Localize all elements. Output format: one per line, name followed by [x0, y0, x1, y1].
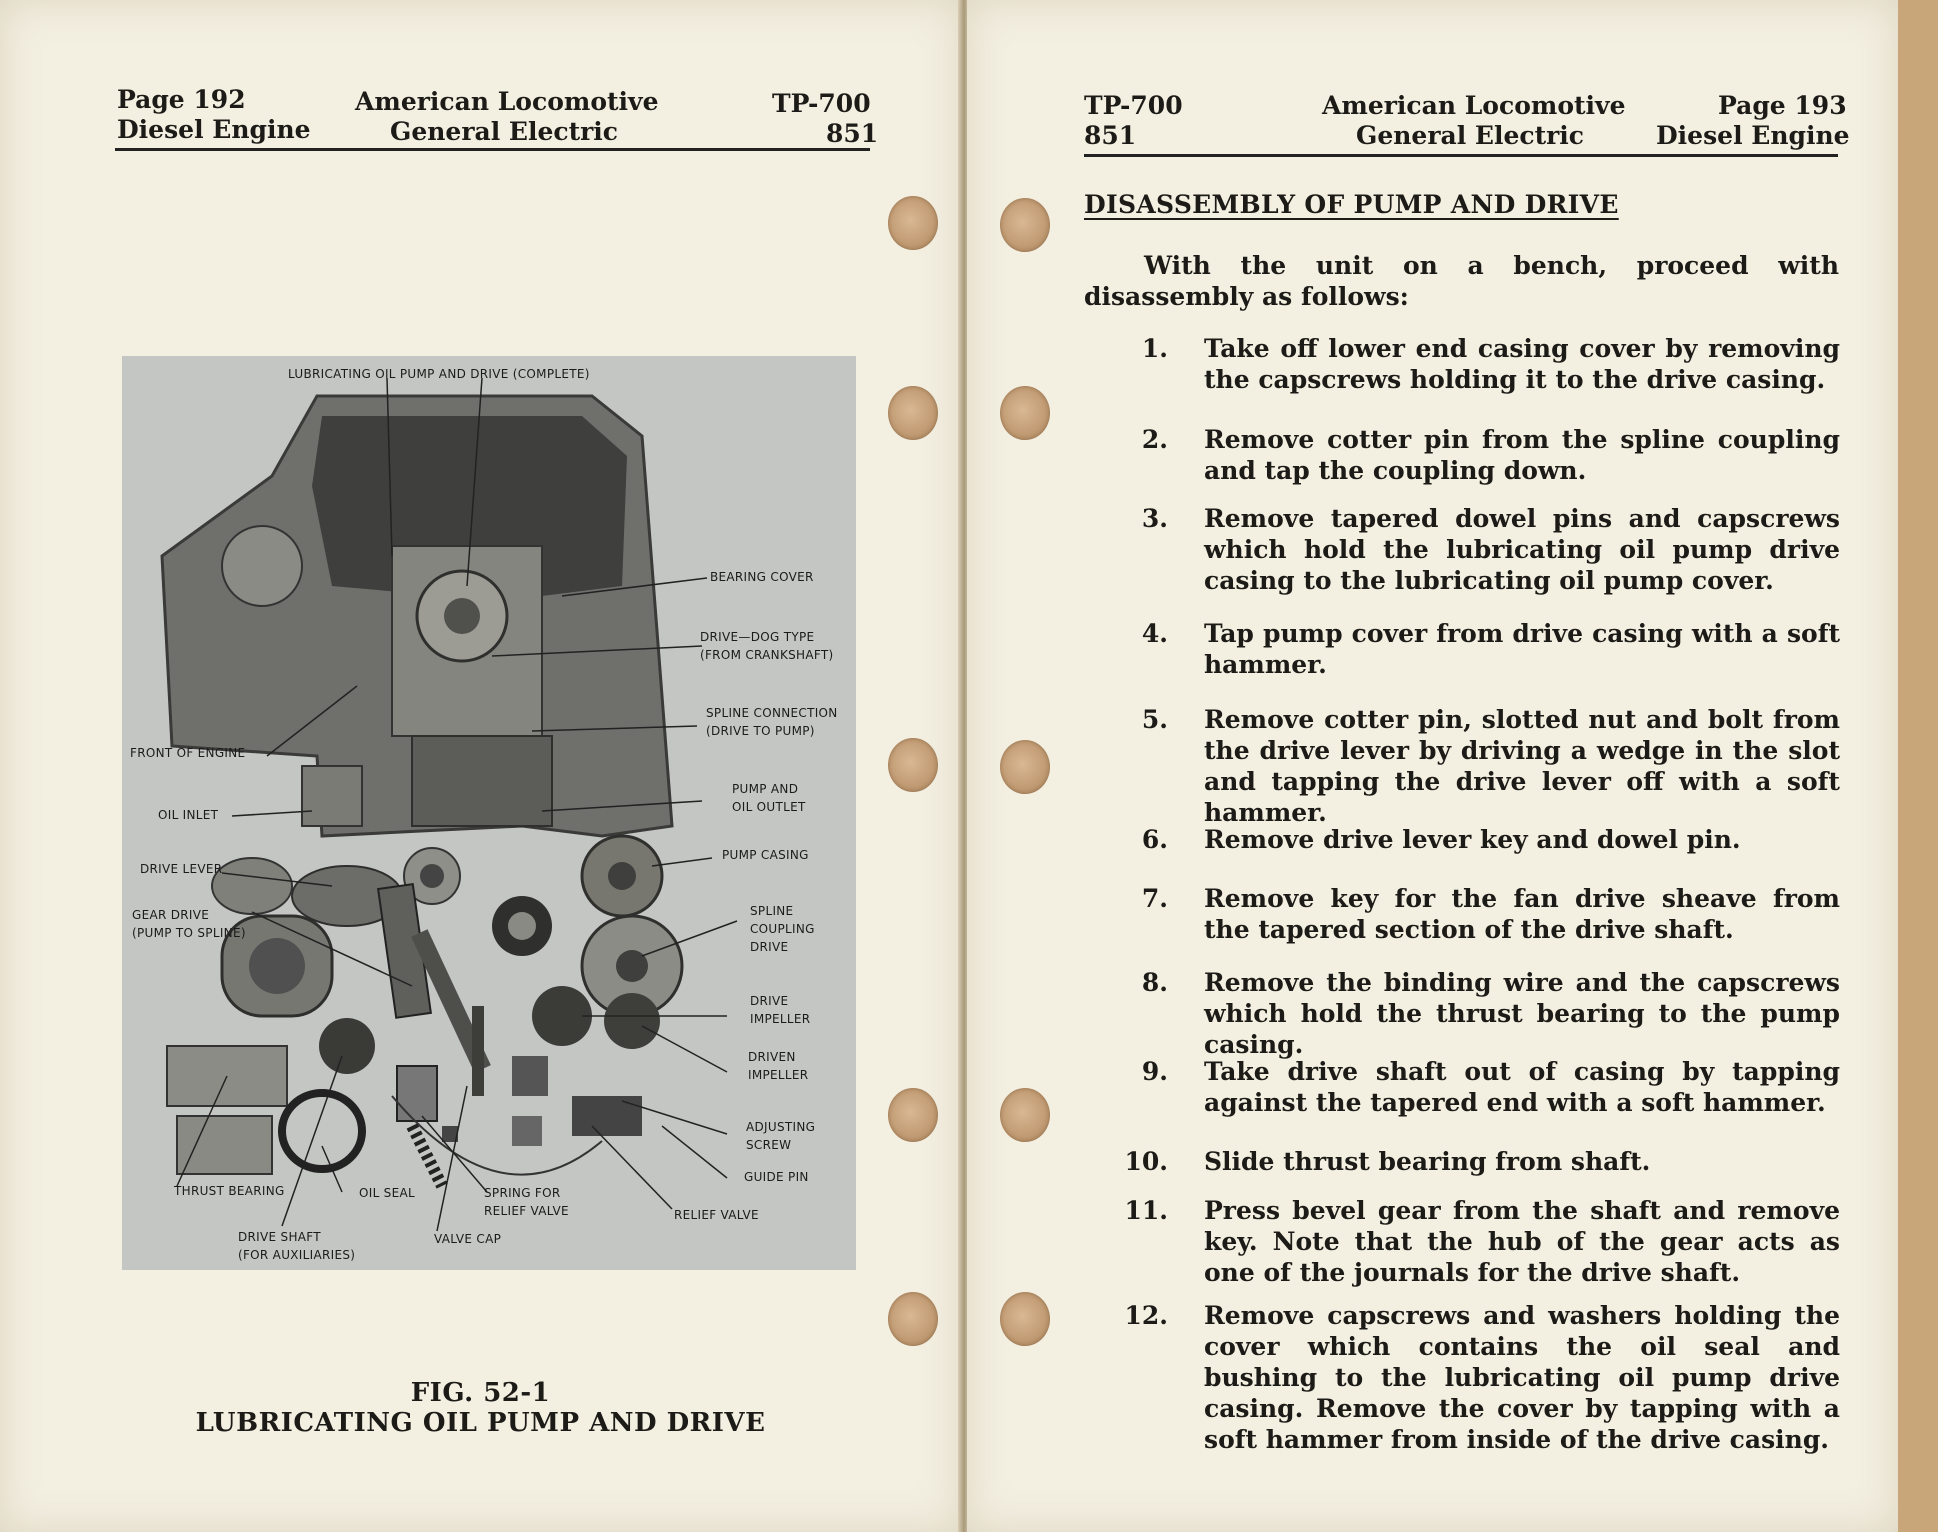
callout-spline-connection-sub: (DRIVE TO PUMP): [706, 724, 815, 738]
figure-number: FIG. 52-1: [410, 1378, 551, 1408]
left-header-rule: [115, 148, 870, 151]
callout-gear-drive-sub: (PUMP TO SPLINE): [132, 926, 246, 940]
step-text: Take off lower end casing cover by removing the capscrews holding it to the drive casing.: [1204, 334, 1840, 394]
callout-drive-impeller-1: DRIVE: [750, 994, 789, 1008]
callout-pump-outlet-sub: OIL OUTLET: [732, 800, 806, 814]
callout-drive-dog: DRIVE—DOG TYPE: [700, 630, 815, 644]
callout-spring-relief-2: RELIEF VALVE: [484, 1204, 569, 1218]
right-doc-code: TP-700: [1084, 91, 1183, 120]
callout-pump-casing: PUMP CASING: [722, 848, 809, 862]
step-number: 6.: [1141, 825, 1168, 854]
binder-hole: [888, 1292, 938, 1346]
callout-assembly: LUBRICATING OIL PUMP AND DRIVE (COMPLETE): [288, 367, 590, 381]
step-1: [1120, 333, 1850, 395]
callout-pump-outlet: PUMP AND: [732, 782, 799, 796]
step-4: [1120, 618, 1850, 680]
step-text: Take drive shaft out of casing by tapping against the tapered end with a soft hammer.: [1204, 1057, 1840, 1117]
callout-oil-seal: OIL SEAL: [359, 1186, 415, 1200]
callout-drive-shaft-sub: (FOR AUXILIARIES): [238, 1248, 356, 1262]
callout-gear-drive: GEAR DRIVE: [132, 908, 210, 922]
right-company-line2: General Electric: [1356, 121, 1585, 150]
callout-drive-shaft: DRIVE SHAFT: [238, 1230, 321, 1244]
left-company-line1: American Locomotive: [355, 87, 659, 116]
step-number: 7.: [1141, 884, 1168, 913]
callout-drive-dog-sub: (FROM CRANKSHAFT): [700, 648, 834, 662]
step-number: 4.: [1141, 619, 1168, 648]
callout-front-of-engine: FRONT OF ENGINE: [130, 746, 246, 760]
intro-paragraph: [1084, 250, 1839, 312]
step-text: Remove drive lever key and dowel pin.: [1204, 825, 1741, 854]
step-11: [1120, 1195, 1850, 1288]
step-2: [1120, 424, 1850, 486]
binder-hole: [888, 386, 938, 440]
section-title: DISASSEMBLY OF PUMP AND DRIVE: [1084, 190, 1619, 219]
step-number: 12.: [1124, 1301, 1168, 1330]
step-text: Tap pump cover from drive casing with a soft hammer.: [1204, 619, 1840, 679]
step-number: 11.: [1124, 1196, 1168, 1225]
callout-driven-impeller-2: IMPELLER: [748, 1068, 809, 1082]
callout-guide-pin: GUIDE PIN: [744, 1170, 809, 1184]
right-doc-number: 851: [1084, 121, 1137, 150]
callout-spring-relief-1: SPRING FOR: [484, 1186, 561, 1200]
binder-hole: [1000, 1292, 1050, 1346]
callout-valve-cap: VALVE CAP: [434, 1232, 502, 1246]
step-number: 8.: [1141, 968, 1168, 997]
left-page-number: Page 192: [117, 85, 246, 114]
callout-spline-coupling-3: DRIVE: [750, 940, 789, 954]
callout-thrust-bearing: THRUST BEARING: [174, 1184, 285, 1198]
left-doc-code: TP-700: [772, 89, 871, 118]
step-number: 5.: [1141, 705, 1168, 734]
binder-hole: [1000, 1088, 1050, 1142]
step-text: Remove the binding wire and the capscrews which hold the thrust bearing to the pump casing.: [1204, 968, 1840, 1059]
step-text: Press bevel gear from the shaft and remove key. Note that the hub of the gear acts as one of the journals for the drive shaft.: [1204, 1196, 1840, 1287]
callout-relief-valve: RELIEF VALVE: [674, 1208, 759, 1222]
binder-hole: [888, 738, 938, 792]
step-10: [1120, 1146, 1850, 1177]
left-doc-number: 851: [826, 119, 879, 148]
step-7: [1120, 883, 1850, 945]
callout-spline-coupling-1: SPLINE: [750, 904, 794, 918]
intro-text: With the unit on a bench, proceed with disassembly as follows:: [1084, 251, 1839, 311]
callout-spline-connection: SPLINE CONNECTION: [706, 706, 838, 720]
exploded-parts-photo: [122, 356, 856, 1270]
right-manual-title: Diesel Engine: [1656, 121, 1850, 150]
callout-adjusting-screw-2: SCREW: [746, 1138, 792, 1152]
figure-caption: LUBRICATING OIL PUMP AND DRIVE: [195, 1408, 766, 1438]
callout-drive-impeller-2: IMPELLER: [750, 1012, 811, 1026]
callout-bearing-cover: BEARING COVER: [710, 570, 814, 584]
step-9: [1120, 1056, 1850, 1118]
step-text: Slide thrust bearing from shaft.: [1204, 1147, 1651, 1176]
step-number: 3.: [1141, 504, 1168, 533]
binder-hole: [1000, 740, 1050, 794]
step-3: [1120, 503, 1850, 596]
callout-spline-coupling-2: COUPLING: [750, 922, 815, 936]
step-number: 2.: [1141, 425, 1168, 454]
callout-adjusting-screw-1: ADJUSTING: [746, 1120, 816, 1134]
callout-drive-lever: DRIVE LEVER: [140, 862, 223, 876]
step-text: Remove cotter pin, slotted nut and bolt from the drive lever by driving a wedge in the slot and tapping the drive lever off with a soft hammer.: [1204, 705, 1840, 827]
right-header-rule: [1084, 154, 1838, 157]
binder-hole: [1000, 198, 1050, 252]
step-number: 10.: [1124, 1147, 1168, 1176]
step-number: 9.: [1141, 1057, 1168, 1086]
binder-hole: [888, 1088, 938, 1142]
step-5: [1120, 704, 1850, 827]
step-text: Remove tapered dowel pins and capscrews which hold the lubricating oil pump drive casing to the lubricating oil pump cover.: [1204, 504, 1840, 595]
step-text: Remove key for the fan drive sheave from the tapered section of the drive shaft.: [1204, 884, 1840, 944]
step-12: [1120, 1300, 1850, 1455]
step-8: [1120, 967, 1850, 1059]
step-text: Remove capscrews and washers holding the cover which contains the oil seal and bushing to the lubricating oil pump drive casing. Remove the cover by tapping with a soft hammer from inside of the drive casing.: [1204, 1301, 1840, 1454]
step-6: [1120, 824, 1850, 855]
right-page-number: Page 193: [1718, 91, 1847, 120]
callout-oil-inlet: OIL INLET: [158, 808, 219, 822]
step-text: Remove cotter pin from the spline coupling and tap the coupling down.: [1204, 425, 1840, 485]
callout-driven-impeller-1: DRIVEN: [748, 1050, 796, 1064]
binder-hole: [1000, 386, 1050, 440]
right-company-line1: American Locomotive: [1322, 91, 1626, 120]
binder-hole: [888, 196, 938, 250]
left-company-line2: General Electric: [390, 117, 619, 146]
left-manual-title: Diesel Engine: [117, 115, 311, 144]
step-number: 1.: [1141, 334, 1168, 363]
